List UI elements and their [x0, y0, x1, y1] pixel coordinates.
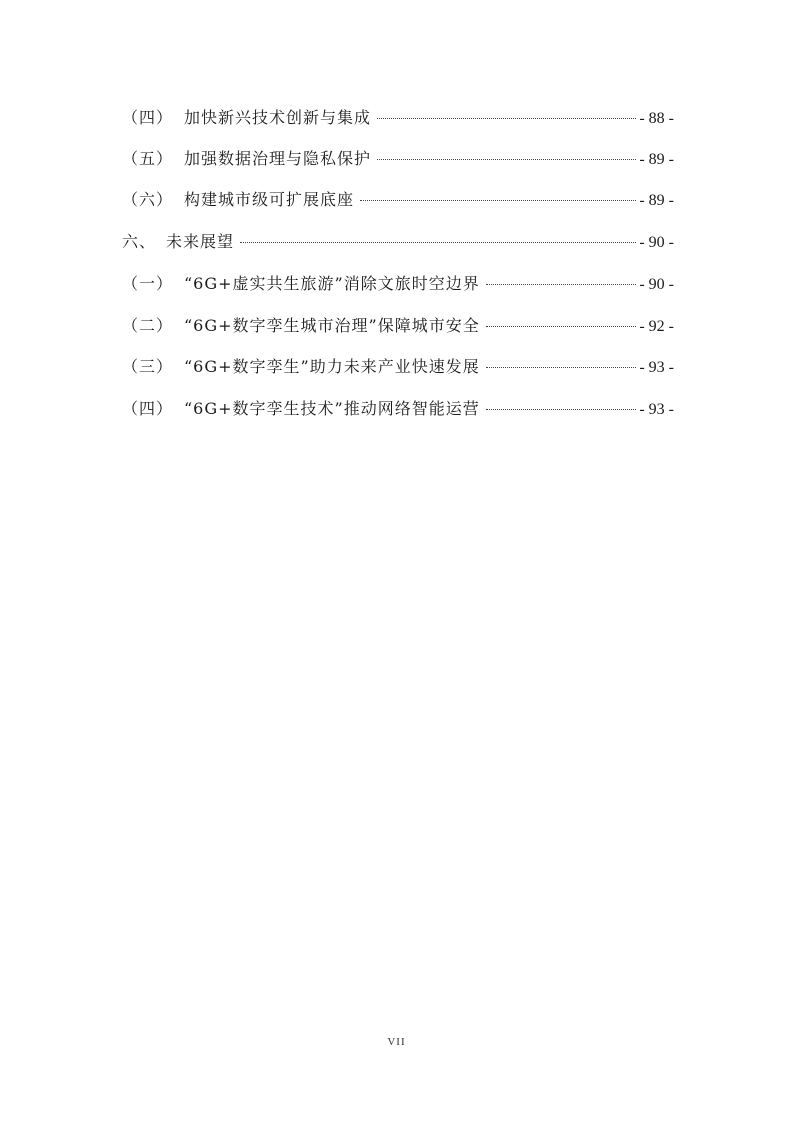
toc-entry-title: 加强数据治理与隐私保护	[184, 149, 372, 168]
toc-entry-number: （四）	[122, 108, 174, 127]
toc-entry-title: “6G+虚实共生旅游”消除文旅时空边界	[184, 274, 480, 293]
toc-dot-leader	[377, 118, 636, 119]
toc-entry-number: （三）	[122, 357, 174, 376]
toc-entry-title: “6G+数字孪生城市治理”保障城市安全	[184, 316, 480, 335]
toc-entry-title: “6G+数字孪生技术”推动网络智能运营	[184, 399, 480, 418]
toc-entry[interactable]	[122, 314, 674, 338]
toc-entry-title: “6G+数字孪生”助力未来产业快速发展	[184, 357, 480, 376]
toc-entry-title: 加快新兴技术创新与集成	[184, 108, 372, 127]
toc-entry[interactable]	[122, 106, 674, 130]
toc-dot-leader	[377, 159, 636, 160]
toc-entry[interactable]	[122, 147, 674, 171]
toc-dot-leader	[486, 409, 637, 410]
toc-entry-number: （二）	[122, 316, 174, 335]
toc-entry-title: 未来展望	[166, 232, 235, 251]
toc-entry-number: （五）	[122, 149, 174, 168]
toc-entry-number: （一）	[122, 274, 174, 293]
toc-chapter-entry[interactable]	[122, 230, 674, 254]
toc-dot-leader	[486, 367, 637, 368]
toc-dot-leader	[486, 284, 637, 285]
toc-entry-page: - 89 -	[639, 192, 674, 209]
toc-entry-page: - 92 -	[639, 318, 674, 335]
toc-entry-page: - 90 -	[639, 276, 674, 293]
toc-dot-leader	[240, 242, 636, 243]
toc-entry[interactable]	[122, 397, 674, 421]
toc-entry-number: （四）	[122, 399, 174, 418]
toc-entry-number: （六）	[122, 190, 174, 209]
toc-dot-leader	[360, 200, 636, 201]
toc-entry-page: - 93 -	[639, 401, 674, 418]
toc-entry-number: 六、	[122, 232, 157, 251]
toc-entry-page: - 88 -	[639, 110, 674, 127]
toc-entry-page: - 89 -	[639, 151, 674, 168]
toc-entry[interactable]	[122, 188, 674, 212]
toc-entry-title: 构建城市级可扩展底座	[184, 190, 355, 209]
toc-dot-leader	[486, 326, 637, 327]
toc-entry[interactable]	[122, 272, 674, 296]
page-number: VII	[387, 1036, 406, 1048]
toc-entry-page: - 93 -	[639, 359, 674, 376]
toc-entry[interactable]	[122, 355, 674, 379]
toc-entry-page: - 90 -	[639, 234, 674, 251]
